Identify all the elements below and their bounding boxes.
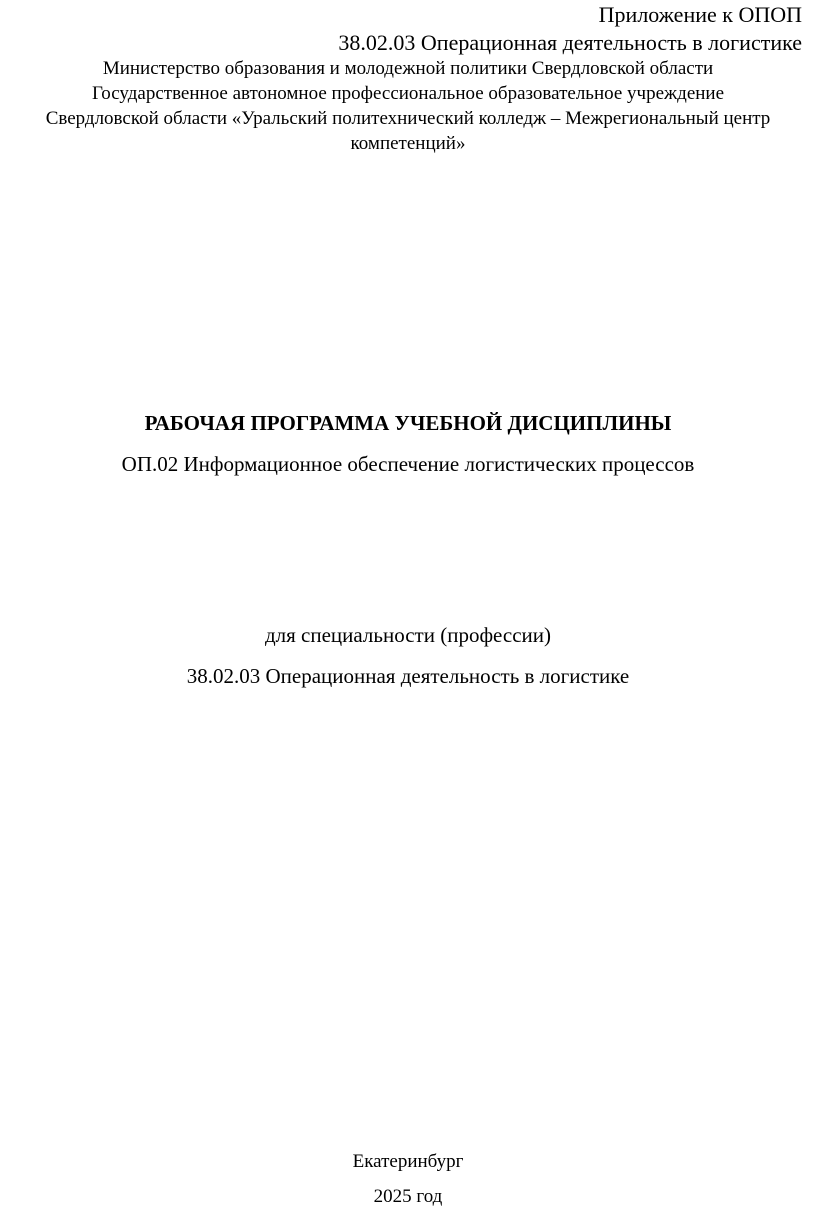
appendix-program-code: 38.02.03 Операционная деятельность в логистике — [338, 30, 802, 55]
city-name: Екатеринбург — [352, 1151, 464, 1172]
discipline-name: ОП.02 Информационное обеспечение логистических процессов — [121, 452, 695, 476]
appendix-label: Приложение к ОПОП — [598, 2, 802, 27]
ministry-name: Министерство образования и молодежной политики Свердловской области — [102, 58, 714, 79]
document-title: РАБОЧАЯ ПРОГРАММА УЧЕБНОЙ ДИСЦИПЛИНЫ — [144, 411, 672, 435]
specialty-label: для специальности (профессии) — [264, 623, 552, 647]
institution-name-part1: Свердловской области «Уральский политехнический колледж – Межрегиональный центр — [45, 108, 771, 129]
specialty-name: 38.02.03 Операционная деятельность в логистике — [186, 664, 630, 688]
institution-name-part2: компетенций» — [350, 133, 466, 154]
institution-type: Государственное автономное профессиональное образовательное учреждение — [91, 83, 725, 104]
year-label: 2025 год — [373, 1186, 443, 1207]
